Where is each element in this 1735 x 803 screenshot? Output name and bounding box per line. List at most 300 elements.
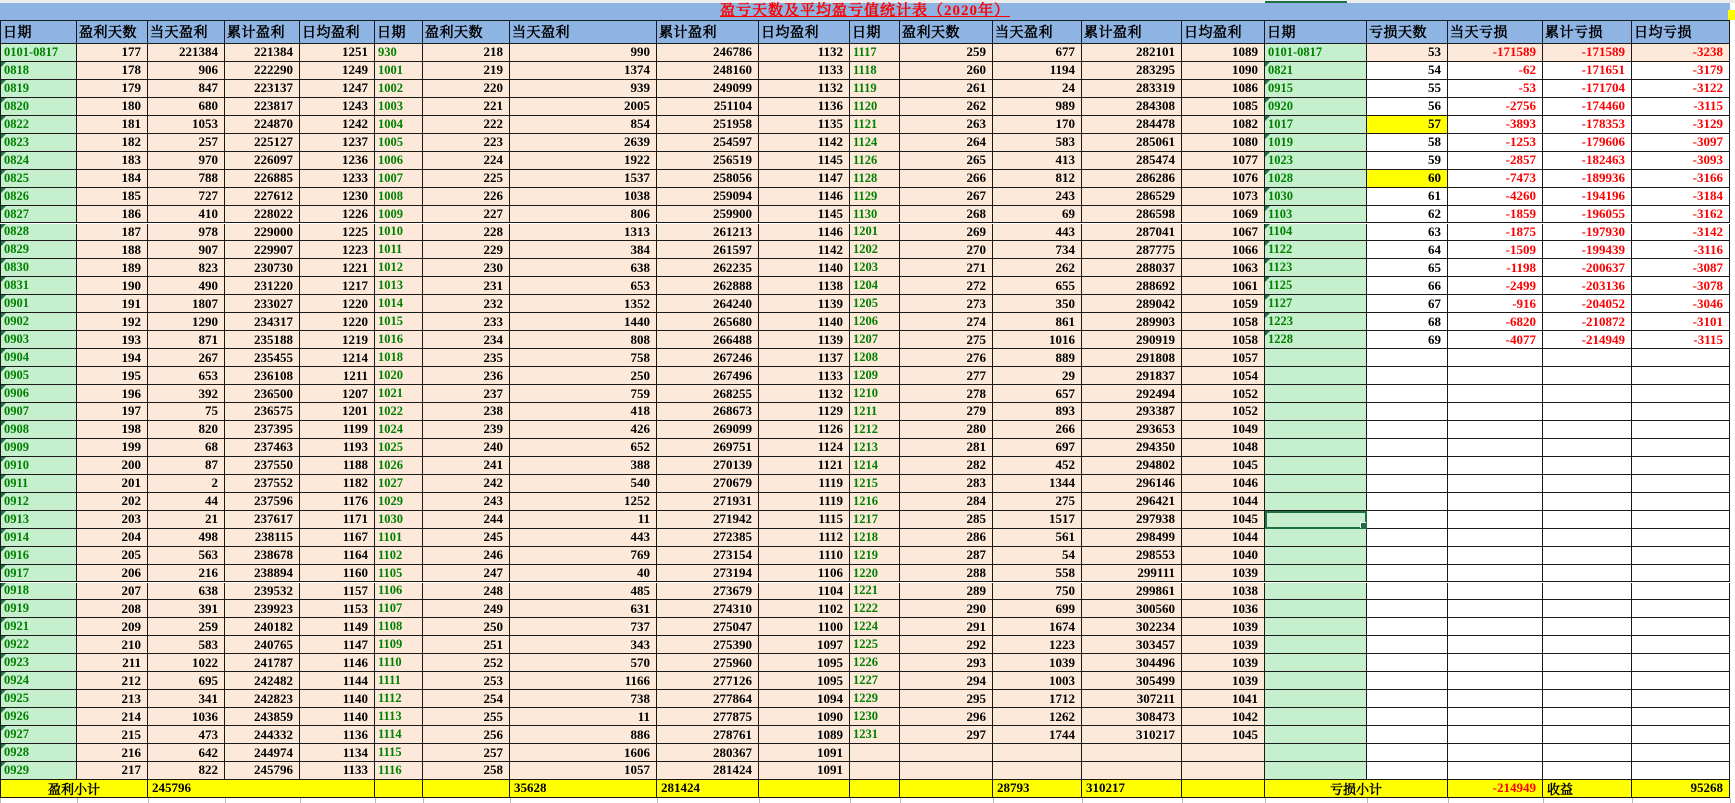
cell-r27-avg-profit-g3[interactable]: 1045 <box>1182 511 1265 529</box>
cell-r21-loss-days[interactable] <box>1367 403 1448 421</box>
cell-r40-avg-loss[interactable] <box>1632 744 1730 762</box>
cell-r14-loss-days[interactable]: 66 <box>1367 277 1448 295</box>
cell-r39-date-g2[interactable]: 1114 <box>375 726 423 744</box>
cell-r25-avg-profit-g3[interactable]: 1046 <box>1182 475 1265 493</box>
cell-r39-day-profit-g3[interactable]: 1744 <box>993 726 1082 744</box>
cell-r7-date-g1[interactable]: 0824 <box>0 152 77 170</box>
cell-r7-avg-profit-g2[interactable]: 1145 <box>759 152 850 170</box>
cell-r32-cum-loss[interactable] <box>1543 600 1632 618</box>
cell-r6-avg-profit-g2[interactable]: 1142 <box>759 134 850 152</box>
cell-r2-date-g1[interactable]: 0818 <box>0 62 77 80</box>
cell-r13-cum-profit-g1[interactable]: 230730 <box>225 259 300 277</box>
cell-r26-date-g4[interactable] <box>1265 493 1367 511</box>
cell-r31-cum-loss[interactable] <box>1543 583 1632 601</box>
cell-r8-date-g2[interactable]: 1007 <box>375 170 423 188</box>
cell-r3-day-loss[interactable]: -53 <box>1448 80 1543 98</box>
cell-r35-day-profit-g1[interactable]: 1022 <box>148 654 225 672</box>
cell-r36-day-profit-g1[interactable]: 695 <box>148 672 225 690</box>
cell-r30-day-loss[interactable] <box>1448 565 1543 583</box>
cell-r22-cum-profit-g3[interactable]: 293653 <box>1082 421 1182 439</box>
cell-r40-profit-days-g1[interactable]: 216 <box>77 744 148 762</box>
cell-r30-date-g2[interactable]: 1105 <box>375 565 423 583</box>
cell-r4-cum-profit-g1[interactable]: 223817 <box>225 98 300 116</box>
cell-r12-cum-profit-g1[interactable]: 229907 <box>225 241 300 259</box>
cell-r28-avg-profit-g3[interactable]: 1044 <box>1182 529 1265 547</box>
cell-r18-date-g1[interactable]: 0904 <box>0 349 77 367</box>
cell-r38-loss-days[interactable] <box>1367 708 1448 726</box>
cell-r1-date-g1[interactable]: 0101-0817 <box>0 44 77 62</box>
cell-r36-profit-days-g3[interactable]: 294 <box>900 672 993 690</box>
cell-r22-date-g3[interactable]: 1212 <box>850 421 900 439</box>
cell-r23-profit-days-g2[interactable]: 240 <box>423 439 510 457</box>
cell-r1-profit-days-g1[interactable]: 177 <box>77 44 148 62</box>
cell-r8-date-g3[interactable]: 1128 <box>850 170 900 188</box>
cell-r40-cum-profit-g1[interactable]: 244974 <box>225 744 300 762</box>
cell-r6-avg-profit-g3[interactable]: 1080 <box>1182 134 1265 152</box>
cell-r39-date-g1[interactable]: 0927 <box>0 726 77 744</box>
cell-r31-date-g1[interactable]: 0918 <box>0 583 77 601</box>
cell-r11-cum-profit-g3[interactable]: 287041 <box>1082 224 1182 242</box>
cell-r25-cum-profit-g2[interactable]: 270679 <box>657 475 759 493</box>
cell-r9-profit-days-g3[interactable]: 267 <box>900 188 993 206</box>
cell-r20-day-profit-g1[interactable]: 392 <box>148 385 225 403</box>
cell-r18-loss-days[interactable] <box>1367 349 1448 367</box>
cell-r31-avg-profit-g3[interactable]: 1038 <box>1182 583 1265 601</box>
cell-r28-cum-profit-g3[interactable]: 298499 <box>1082 529 1182 547</box>
cell-r26-loss-days[interactable] <box>1367 493 1448 511</box>
cell-r7-day-profit-g2[interactable]: 1922 <box>510 152 657 170</box>
cell-r25-avg-profit-g2[interactable]: 1119 <box>759 475 850 493</box>
header-cum-loss[interactable]: 累计亏损 <box>1543 20 1632 44</box>
cell-r1-avg-profit-g1[interactable]: 1251 <box>300 44 375 62</box>
cell-r3-cum-profit-g1[interactable]: 223137 <box>225 80 300 98</box>
cell-r22-cum-loss[interactable] <box>1543 421 1632 439</box>
cell-r15-day-profit-g2[interactable]: 1352 <box>510 295 657 313</box>
cell-r11-avg-loss[interactable]: -3142 <box>1632 224 1730 242</box>
cell-r39-day-loss[interactable] <box>1448 726 1543 744</box>
cell-r24-avg-profit-g1[interactable]: 1188 <box>300 457 375 475</box>
cell-r33-day-profit-g3[interactable]: 1674 <box>993 618 1082 636</box>
cell-r31-cum-profit-g3[interactable]: 299861 <box>1082 583 1182 601</box>
cell-r15-date-g3[interactable]: 1205 <box>850 295 900 313</box>
cell-r20-loss-days[interactable] <box>1367 385 1448 403</box>
cell-r21-date-g4[interactable] <box>1265 403 1367 421</box>
cell-r9-date-g4[interactable]: 1030 <box>1265 188 1367 206</box>
cell-r29-profit-days-g3[interactable]: 287 <box>900 547 993 565</box>
cell-r37-avg-profit-g2[interactable]: 1094 <box>759 690 850 708</box>
cell-r6-profit-days-g2[interactable]: 223 <box>423 134 510 152</box>
cell-r8-loss-days[interactable]: 60 <box>1367 170 1448 188</box>
cell-r19-date-g1[interactable]: 0905 <box>0 367 77 385</box>
cell-r16-cum-profit-g3[interactable]: 289903 <box>1082 313 1182 331</box>
cell-r34-cum-profit-g2[interactable]: 275390 <box>657 636 759 654</box>
cell-r24-date-g4[interactable] <box>1265 457 1367 475</box>
cell-r3-avg-profit-g1[interactable]: 1247 <box>300 80 375 98</box>
cell-r6-day-profit-g1[interactable]: 257 <box>148 134 225 152</box>
cell-r32-avg-loss[interactable] <box>1632 600 1730 618</box>
cell-r7-cum-profit-g3[interactable]: 285474 <box>1082 152 1182 170</box>
cell-r8-cum-profit-g1[interactable]: 226885 <box>225 170 300 188</box>
cell-r1-date-g2[interactable]: 930 <box>375 44 423 62</box>
cell-r15-profit-days-g1[interactable]: 191 <box>77 295 148 313</box>
cell-r14-avg-profit-g2[interactable]: 1138 <box>759 277 850 295</box>
cell-r2-loss-days[interactable]: 54 <box>1367 62 1448 80</box>
cell-r33-date-g1[interactable]: 0921 <box>0 618 77 636</box>
cell-r36-profit-days-g2[interactable]: 253 <box>423 672 510 690</box>
cell-r15-avg-profit-g2[interactable]: 1139 <box>759 295 850 313</box>
cell-r9-profit-days-g2[interactable]: 226 <box>423 188 510 206</box>
cell-r16-loss-days[interactable]: 68 <box>1367 313 1448 331</box>
cell-r13-day-profit-g1[interactable]: 823 <box>148 259 225 277</box>
header-cum-profit-g2[interactable]: 累计盈利 <box>657 20 759 44</box>
cell-r11-day-loss[interactable]: -1875 <box>1448 224 1543 242</box>
cell-r15-avg-profit-g1[interactable]: 1220 <box>300 295 375 313</box>
cell-r38-avg-loss[interactable] <box>1632 708 1730 726</box>
cell-r24-cum-profit-g1[interactable]: 237550 <box>225 457 300 475</box>
cell-r36-cum-loss[interactable] <box>1543 672 1632 690</box>
cell-r6-avg-profit-g1[interactable]: 1237 <box>300 134 375 152</box>
cell-r18-date-g3[interactable]: 1208 <box>850 349 900 367</box>
cell-r3-day-profit-g1[interactable]: 847 <box>148 80 225 98</box>
cell-r28-date-g4[interactable] <box>1265 529 1367 547</box>
cell-r6-day-loss[interactable]: -1253 <box>1448 134 1543 152</box>
cell-r26-profit-days-g3[interactable]: 284 <box>900 493 993 511</box>
cell-r9-date-g2[interactable]: 1008 <box>375 188 423 206</box>
cell-r40-day-profit-g2[interactable]: 1606 <box>510 744 657 762</box>
cell-r12-cum-profit-g2[interactable]: 261597 <box>657 241 759 259</box>
cell-r31-avg-profit-g1[interactable]: 1157 <box>300 583 375 601</box>
cell-r37-cum-profit-g2[interactable]: 277864 <box>657 690 759 708</box>
cell-r15-profit-days-g3[interactable]: 273 <box>900 295 993 313</box>
cell-r12-day-profit-g1[interactable]: 907 <box>148 241 225 259</box>
cell-r29-avg-profit-g3[interactable]: 1040 <box>1182 547 1265 565</box>
cell-r16-date-g1[interactable]: 0902 <box>0 313 77 331</box>
cell-r19-date-g3[interactable]: 1209 <box>850 367 900 385</box>
cell-r41-profit-days-g2[interactable]: 258 <box>423 762 510 780</box>
cell-r37-cum-profit-g3[interactable]: 307211 <box>1082 690 1182 708</box>
cell-r40-loss-days[interactable] <box>1367 744 1448 762</box>
cell-r13-day-profit-g3[interactable]: 262 <box>993 259 1082 277</box>
cell-r9-cum-loss[interactable]: -194196 <box>1543 188 1632 206</box>
cell-r33-day-profit-g1[interactable]: 259 <box>148 618 225 636</box>
cell-r20-date-g2[interactable]: 1021 <box>375 385 423 403</box>
cell-r29-day-profit-g1[interactable]: 563 <box>148 547 225 565</box>
cell-r41-avg-profit-g1[interactable]: 1133 <box>300 762 375 780</box>
cell-r17-date-g2[interactable]: 1016 <box>375 331 423 349</box>
cell-r30-avg-profit-g1[interactable]: 1160 <box>300 565 375 583</box>
cell-r4-cum-loss[interactable]: -174460 <box>1543 98 1632 116</box>
cell-r4-day-profit-g3[interactable]: 989 <box>993 98 1082 116</box>
cell-r28-date-g3[interactable]: 1218 <box>850 529 900 547</box>
cell-r31-day-profit-g3[interactable]: 750 <box>993 583 1082 601</box>
cell-r39-avg-profit-g1[interactable]: 1136 <box>300 726 375 744</box>
cell-r14-avg-profit-g1[interactable]: 1217 <box>300 277 375 295</box>
cell-r32-profit-days-g2[interactable]: 249 <box>423 600 510 618</box>
cell-r30-cum-profit-g1[interactable]: 238894 <box>225 565 300 583</box>
cell-r31-profit-days-g1[interactable]: 207 <box>77 583 148 601</box>
cell-r33-day-profit-g2[interactable]: 737 <box>510 618 657 636</box>
cell-r30-date-g3[interactable]: 1220 <box>850 565 900 583</box>
cell-r9-avg-profit-g3[interactable]: 1073 <box>1182 188 1265 206</box>
cell-r39-profit-days-g1[interactable]: 215 <box>77 726 148 744</box>
cell-r17-date-g4[interactable]: 1228 <box>1265 331 1367 349</box>
cell-r29-date-g4[interactable] <box>1265 547 1367 565</box>
cell-r23-cum-profit-g2[interactable]: 269751 <box>657 439 759 457</box>
cell-r3-cum-profit-g3[interactable]: 283319 <box>1082 80 1182 98</box>
cell-r39-avg-profit-g3[interactable]: 1045 <box>1182 726 1265 744</box>
cell-r26-cum-profit-g1[interactable]: 237596 <box>225 493 300 511</box>
cell-r12-avg-loss[interactable]: -3116 <box>1632 241 1730 259</box>
cell-r7-avg-profit-g3[interactable]: 1077 <box>1182 152 1265 170</box>
cell-r38-date-g4[interactable] <box>1265 708 1367 726</box>
cell-r41-loss-days[interactable] <box>1367 762 1448 780</box>
cell-r30-avg-loss[interactable] <box>1632 565 1730 583</box>
cell-r8-profit-days-g2[interactable]: 225 <box>423 170 510 188</box>
cell-r24-day-profit-g2[interactable]: 388 <box>510 457 657 475</box>
cell-r3-date-g2[interactable]: 1002 <box>375 80 423 98</box>
cell-r5-profit-days-g1[interactable]: 181 <box>77 116 148 134</box>
cell-r34-profit-days-g2[interactable]: 251 <box>423 636 510 654</box>
cell-r23-date-g1[interactable]: 0909 <box>0 439 77 457</box>
cell-r37-date-g1[interactable]: 0925 <box>0 690 77 708</box>
cell-r21-cum-profit-g2[interactable]: 268673 <box>657 403 759 421</box>
cell-r34-profit-days-g1[interactable]: 210 <box>77 636 148 654</box>
cell-r38-cum-profit-g1[interactable]: 243859 <box>225 708 300 726</box>
cell-r28-avg-profit-g1[interactable]: 1167 <box>300 529 375 547</box>
cell-r5-loss-days[interactable]: 57 <box>1367 116 1448 134</box>
cell-r22-loss-days[interactable] <box>1367 421 1448 439</box>
net-income-label[interactable]: 收益 <box>1543 780 1632 798</box>
cell-r39-day-profit-g1[interactable]: 473 <box>148 726 225 744</box>
summary-empty-3[interactable] <box>423 780 510 798</box>
cell-r29-cum-loss[interactable] <box>1543 547 1632 565</box>
cell-r1-cum-profit-g3[interactable]: 282101 <box>1082 44 1182 62</box>
cell-r30-day-profit-g1[interactable]: 216 <box>148 565 225 583</box>
cell-r25-date-g2[interactable]: 1027 <box>375 475 423 493</box>
cell-r31-cum-profit-g2[interactable]: 273679 <box>657 583 759 601</box>
cell-r32-cum-profit-g2[interactable]: 274310 <box>657 600 759 618</box>
cell-r9-profit-days-g1[interactable]: 185 <box>77 188 148 206</box>
cell-r19-profit-days-g3[interactable]: 277 <box>900 367 993 385</box>
cell-r18-cum-profit-g1[interactable]: 235455 <box>225 349 300 367</box>
cell-r31-profit-days-g3[interactable]: 289 <box>900 583 993 601</box>
cell-r41-profit-days-g3[interactable] <box>900 762 993 780</box>
cell-r35-profit-days-g1[interactable]: 211 <box>77 654 148 672</box>
cell-r3-avg-profit-g3[interactable]: 1086 <box>1182 80 1265 98</box>
cell-r16-day-profit-g2[interactable]: 1440 <box>510 313 657 331</box>
cell-r16-date-g3[interactable]: 1206 <box>850 313 900 331</box>
cell-r27-date-g2[interactable]: 1030 <box>375 511 423 529</box>
cell-r4-day-profit-g2[interactable]: 2005 <box>510 98 657 116</box>
cell-r10-profit-days-g3[interactable]: 268 <box>900 206 993 224</box>
cell-r19-day-loss[interactable] <box>1448 367 1543 385</box>
cell-r37-day-loss[interactable] <box>1448 690 1543 708</box>
cell-r25-day-loss[interactable] <box>1448 475 1543 493</box>
cell-r16-day-loss[interactable]: -6820 <box>1448 313 1543 331</box>
cell-r41-day-profit-g2[interactable]: 1057 <box>510 762 657 780</box>
cell-r39-cum-profit-g3[interactable]: 310217 <box>1082 726 1182 744</box>
cell-r28-profit-days-g2[interactable]: 245 <box>423 529 510 547</box>
cell-r10-cum-profit-g2[interactable]: 259900 <box>657 206 759 224</box>
cell-r19-cum-profit-g3[interactable]: 291837 <box>1082 367 1182 385</box>
cell-r35-loss-days[interactable] <box>1367 654 1448 672</box>
cell-r5-cum-loss[interactable]: -178353 <box>1543 116 1632 134</box>
cell-r13-avg-profit-g3[interactable]: 1063 <box>1182 259 1265 277</box>
header-day-profit-g1[interactable]: 当天盈利 <box>148 20 225 44</box>
cell-r22-profit-days-g2[interactable]: 239 <box>423 421 510 439</box>
cell-r21-avg-profit-g1[interactable]: 1201 <box>300 403 375 421</box>
cell-r31-avg-profit-g2[interactable]: 1104 <box>759 583 850 601</box>
cell-r30-date-g1[interactable]: 0917 <box>0 565 77 583</box>
cell-r40-profit-days-g2[interactable]: 257 <box>423 744 510 762</box>
cell-r37-avg-profit-g1[interactable]: 1140 <box>300 690 375 708</box>
cell-r2-profit-days-g1[interactable]: 178 <box>77 62 148 80</box>
cell-r5-profit-days-g2[interactable]: 222 <box>423 116 510 134</box>
cell-r2-avg-profit-g2[interactable]: 1133 <box>759 62 850 80</box>
cell-r16-date-g4[interactable]: 1223 <box>1265 313 1367 331</box>
cell-r27-profit-days-g3[interactable]: 285 <box>900 511 993 529</box>
cell-r29-profit-days-g1[interactable]: 205 <box>77 547 148 565</box>
cell-r23-cum-loss[interactable] <box>1543 439 1632 457</box>
cell-r28-day-profit-g1[interactable]: 498 <box>148 529 225 547</box>
cell-r18-day-profit-g2[interactable]: 758 <box>510 349 657 367</box>
cell-r37-date-g4[interactable] <box>1265 690 1367 708</box>
cell-r21-profit-days-g1[interactable]: 197 <box>77 403 148 421</box>
cell-r24-cum-profit-g2[interactable]: 270139 <box>657 457 759 475</box>
cell-r33-day-loss[interactable] <box>1448 618 1543 636</box>
cell-r27-date-g1[interactable]: 0913 <box>0 511 77 529</box>
cell-r20-avg-profit-g2[interactable]: 1132 <box>759 385 850 403</box>
cell-r33-date-g3[interactable]: 1224 <box>850 618 900 636</box>
cell-r5-avg-profit-g1[interactable]: 1242 <box>300 116 375 134</box>
cell-r16-avg-profit-g1[interactable]: 1220 <box>300 313 375 331</box>
cell-r34-avg-profit-g3[interactable]: 1039 <box>1182 636 1265 654</box>
cell-r10-cum-profit-g1[interactable]: 228022 <box>225 206 300 224</box>
cell-r17-date-g3[interactable]: 1207 <box>850 331 900 349</box>
cell-r22-day-profit-g3[interactable]: 266 <box>993 421 1082 439</box>
cell-r36-day-profit-g3[interactable]: 1003 <box>993 672 1082 690</box>
cell-r41-cum-profit-g1[interactable]: 245796 <box>225 762 300 780</box>
cell-r33-avg-profit-g2[interactable]: 1100 <box>759 618 850 636</box>
cell-r11-loss-days[interactable]: 63 <box>1367 224 1448 242</box>
cell-r1-cum-loss[interactable]: -171589 <box>1543 44 1632 62</box>
cell-r4-day-loss[interactable]: -2756 <box>1448 98 1543 116</box>
cell-r2-cum-profit-g2[interactable]: 248160 <box>657 62 759 80</box>
cell-r26-profit-days-g1[interactable]: 202 <box>77 493 148 511</box>
cell-r9-loss-days[interactable]: 61 <box>1367 188 1448 206</box>
cell-r16-profit-days-g1[interactable]: 192 <box>77 313 148 331</box>
cell-r1-cum-profit-g2[interactable]: 246786 <box>657 44 759 62</box>
cell-r1-profit-days-g2[interactable]: 218 <box>423 44 510 62</box>
cell-r29-cum-profit-g2[interactable]: 273154 <box>657 547 759 565</box>
cell-r26-date-g3[interactable]: 1216 <box>850 493 900 511</box>
cell-r22-avg-loss[interactable] <box>1632 421 1730 439</box>
cell-r31-date-g2[interactable]: 1106 <box>375 583 423 601</box>
cell-r31-avg-loss[interactable] <box>1632 583 1730 601</box>
cell-r19-day-profit-g1[interactable]: 653 <box>148 367 225 385</box>
cell-r15-cum-loss[interactable]: -204052 <box>1543 295 1632 313</box>
cell-r3-profit-days-g2[interactable]: 220 <box>423 80 510 98</box>
cell-r33-profit-days-g3[interactable]: 291 <box>900 618 993 636</box>
cell-r30-cum-loss[interactable] <box>1543 565 1632 583</box>
cell-r13-cum-profit-g2[interactable]: 262235 <box>657 259 759 277</box>
cell-r29-avg-profit-g1[interactable]: 1164 <box>300 547 375 565</box>
cell-r11-cum-profit-g1[interactable]: 229000 <box>225 224 300 242</box>
cell-r7-loss-days[interactable]: 59 <box>1367 152 1448 170</box>
cell-r11-date-g1[interactable]: 0828 <box>0 224 77 242</box>
cell-r16-cum-profit-g1[interactable]: 234317 <box>225 313 300 331</box>
cell-r18-avg-profit-g1[interactable]: 1214 <box>300 349 375 367</box>
cell-r40-cum-profit-g2[interactable]: 280367 <box>657 744 759 762</box>
cell-r8-avg-loss[interactable]: -3166 <box>1632 170 1730 188</box>
cell-r13-profit-days-g3[interactable]: 271 <box>900 259 993 277</box>
cell-r34-loss-days[interactable] <box>1367 636 1448 654</box>
net-income-value[interactable]: 95268 <box>1632 780 1730 798</box>
cell-r16-day-profit-g1[interactable]: 1290 <box>148 313 225 331</box>
cell-r19-cum-loss[interactable] <box>1543 367 1632 385</box>
cell-r9-avg-profit-g1[interactable]: 1230 <box>300 188 375 206</box>
cell-r8-profit-days-g1[interactable]: 184 <box>77 170 148 188</box>
cell-r40-cum-profit-g3[interactable] <box>1082 744 1182 762</box>
cell-r25-loss-days[interactable] <box>1367 475 1448 493</box>
cell-r30-profit-days-g2[interactable]: 247 <box>423 565 510 583</box>
cell-r1-loss-days[interactable]: 53 <box>1367 44 1448 62</box>
cell-r33-date-g2[interactable]: 1108 <box>375 618 423 636</box>
cell-r35-avg-profit-g3[interactable]: 1039 <box>1182 654 1265 672</box>
cell-r4-profit-days-g3[interactable]: 262 <box>900 98 993 116</box>
cell-r11-avg-profit-g3[interactable]: 1067 <box>1182 224 1265 242</box>
cell-r37-cum-loss[interactable] <box>1543 690 1632 708</box>
cell-r33-profit-days-g2[interactable]: 250 <box>423 618 510 636</box>
cell-r34-day-loss[interactable] <box>1448 636 1543 654</box>
cell-r40-cum-loss[interactable] <box>1543 744 1632 762</box>
header-day-profit-g3[interactable]: 当天盈利 <box>993 20 1082 44</box>
header-avg-profit-g3[interactable]: 日均盈利 <box>1182 20 1265 44</box>
cell-r31-cum-profit-g1[interactable]: 239532 <box>225 583 300 601</box>
cell-r18-cum-profit-g2[interactable]: 267246 <box>657 349 759 367</box>
cell-r31-date-g4[interactable] <box>1265 583 1367 601</box>
cell-r13-date-g4[interactable]: 1123 <box>1265 259 1367 277</box>
profit-day-sum-g3[interactable]: 28793 <box>993 780 1082 798</box>
cell-r9-day-profit-g3[interactable]: 243 <box>993 188 1082 206</box>
cell-r35-day-loss[interactable] <box>1448 654 1543 672</box>
cell-r34-avg-profit-g1[interactable]: 1147 <box>300 636 375 654</box>
cell-r24-avg-profit-g2[interactable]: 1121 <box>759 457 850 475</box>
cell-r3-cum-profit-g2[interactable]: 249099 <box>657 80 759 98</box>
cell-r32-day-profit-g1[interactable]: 391 <box>148 600 225 618</box>
cell-r7-day-profit-g3[interactable]: 413 <box>993 152 1082 170</box>
cell-r6-date-g3[interactable]: 1124 <box>850 134 900 152</box>
cell-r18-profit-days-g2[interactable]: 235 <box>423 349 510 367</box>
cell-r33-cum-profit-g2[interactable]: 275047 <box>657 618 759 636</box>
cell-r24-loss-days[interactable] <box>1367 457 1448 475</box>
cell-r29-avg-loss[interactable] <box>1632 547 1730 565</box>
cell-r39-date-g3[interactable]: 1231 <box>850 726 900 744</box>
cell-r4-date-g3[interactable]: 1120 <box>850 98 900 116</box>
cell-r39-avg-loss[interactable] <box>1632 726 1730 744</box>
cell-r25-cum-profit-g1[interactable]: 237552 <box>225 475 300 493</box>
cell-r28-date-g1[interactable]: 0914 <box>0 529 77 547</box>
cell-r34-cum-profit-g1[interactable]: 240765 <box>225 636 300 654</box>
cell-r32-avg-profit-g3[interactable]: 1036 <box>1182 600 1265 618</box>
cell-r22-day-profit-g2[interactable]: 426 <box>510 421 657 439</box>
cell-r5-profit-days-g3[interactable]: 263 <box>900 116 993 134</box>
cell-r27-profit-days-g1[interactable]: 203 <box>77 511 148 529</box>
cell-r14-avg-profit-g3[interactable]: 1061 <box>1182 277 1265 295</box>
cell-r18-profit-days-g3[interactable]: 276 <box>900 349 993 367</box>
cell-r5-day-profit-g2[interactable]: 854 <box>510 116 657 134</box>
cell-r17-date-g1[interactable]: 0903 <box>0 331 77 349</box>
